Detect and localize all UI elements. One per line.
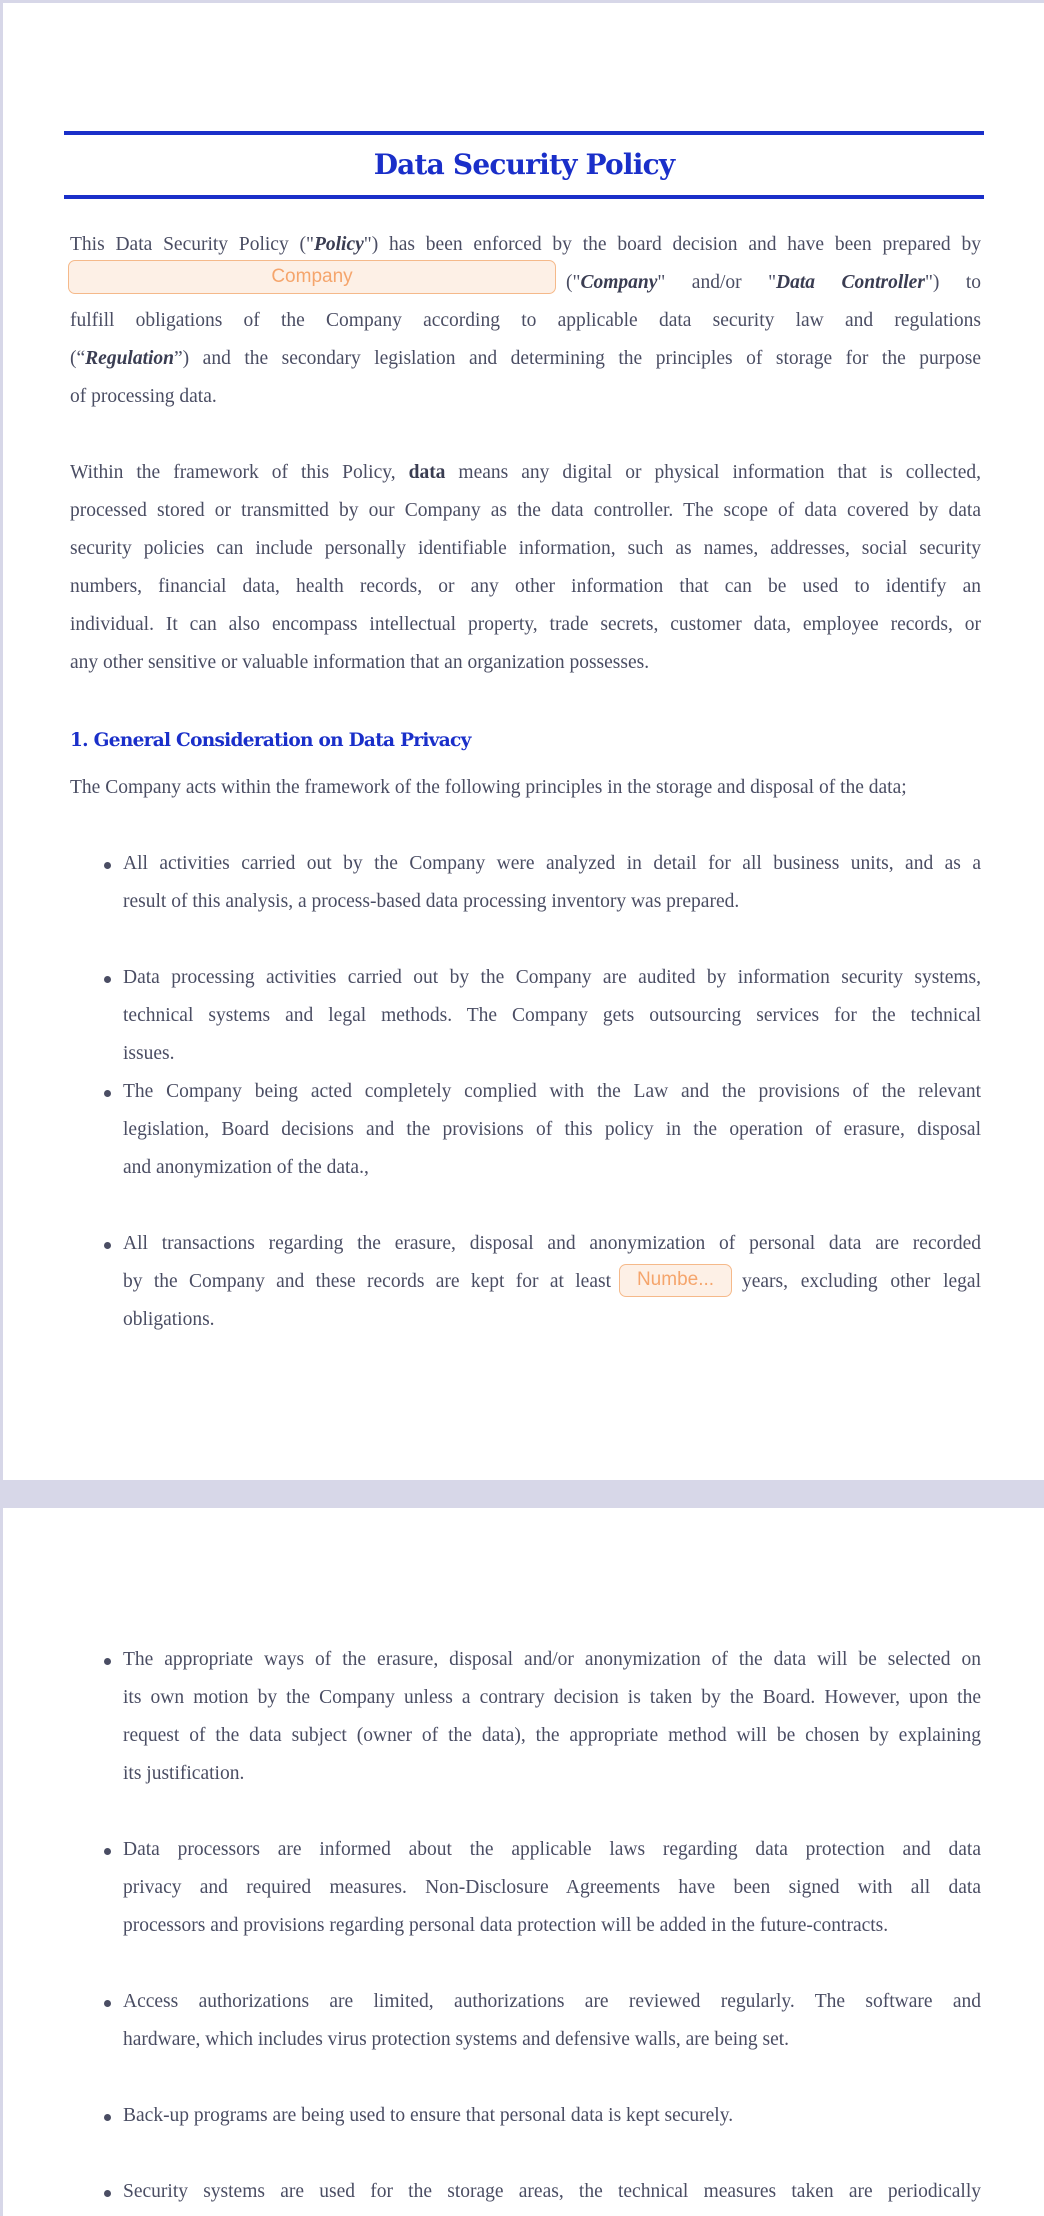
title-rule-bottom [64, 195, 984, 199]
bullet-4-line-3: obligations. [123, 1309, 215, 1330]
bullet-6-line-3: processors and provisions regarding personal data protection will be added in the future-contracts. [123, 1915, 889, 1936]
bullet-4-line-1: All transactions regarding the erasure, disposal and anonymization of personal data are recorded [123, 1233, 981, 1254]
text: means any digital or physical information that is collected, [445, 462, 981, 483]
bullet-5-line-2: its own motion by the Company unless a contrary decision is taken by the Board. However, upon the [123, 1687, 981, 1708]
definition-line-6: any other sensitive or valuable information that an organization possesses. [70, 652, 650, 673]
term-policy: Policy [313, 234, 364, 255]
bullet-marker [104, 1848, 111, 1855]
text: ") to [924, 272, 982, 293]
document-page-2 [3, 1508, 1044, 2216]
text: Within the framework of this Policy, [70, 462, 409, 483]
bullet-5-line-4: its justification. [123, 1763, 245, 1784]
bullet-2-line-2: technical systems and legal methods. The Company gets outsourcing services for the technical [123, 1005, 981, 1026]
definition-line-1 [70, 461, 981, 485]
bullet-marker [104, 862, 111, 869]
text: ”) and the secondary legislation and determining the principles of storage for the purpose [174, 348, 981, 369]
term-data: data [408, 462, 446, 483]
bullet-3-line-1: The Company being acted completely complied with the Law and the provisions of the relevant [123, 1081, 981, 1102]
title-rule-top [64, 131, 984, 135]
bullet-2-line-1: Data processing activities carried out by the Company are audited by information security systems, [123, 967, 981, 988]
definition-line-3: security policies can include personally identifiable information, such as names, addresses, social security [70, 538, 981, 559]
bullet-marker [104, 976, 111, 983]
term-company: Company [580, 272, 658, 293]
intro-line-4 [70, 347, 981, 371]
retention-years-field[interactable]: Numbe... [619, 1264, 732, 1297]
bullet-7-line-2: hardware, which includes virus protection systems and defensive walls, are being set. [123, 2029, 790, 2050]
bullet-2-line-3: issues. [123, 1043, 175, 1064]
intro-line-5: of processing data. [70, 386, 217, 407]
bullet-3-line-3: and anonymization of the data., [123, 1157, 369, 1178]
document-page-1 [3, 3, 1044, 1480]
bullet-9-line-1: Security systems are used for the storage areas, the technical measures taken are periodically [123, 2181, 981, 2202]
bullet-marker [104, 2190, 111, 2197]
bullet-marker [104, 1090, 111, 1097]
text: This Data Security Policy (" [70, 234, 314, 255]
bullet-5-line-3: request of the data subject (owner of the data), the appropriate method will be chosen by explaining [123, 1725, 981, 1746]
term-data-controller: Data Controller [776, 272, 925, 293]
bullet-6-line-2: privacy and required measures. Non-Disclosure Agreements have been signed with all data [123, 1877, 981, 1898]
intro-line-2 [566, 271, 981, 295]
bullet-3-line-2: legislation, Board decisions and the provisions of this policy in the operation of erasure, disposal [123, 1119, 981, 1140]
term-regulation: Regulation [85, 348, 175, 369]
bullet-marker [104, 1658, 111, 1665]
bullet-6-line-1: Data processors are informed about the applicable laws regarding data protection and data [123, 1839, 981, 1860]
bullet-8-line-1: Back-up programs are being used to ensure that personal data is kept securely. [123, 2105, 734, 2126]
company-name-field[interactable]: Company [68, 260, 556, 294]
text: (" [566, 272, 581, 293]
text: " and/or " [657, 272, 777, 293]
bullet-marker [104, 2114, 111, 2121]
section-1-lead: The Company acts within the framework of the following principles in the storage and disposal of the data; [70, 777, 907, 798]
section-1-heading: 1. General Consideration on Data Privacy [70, 730, 471, 751]
document-title: Data Security Policy [373, 148, 675, 181]
definition-line-5: individual. It can also encompass intellectual property, trade secrets, customer data, employee records, or [70, 614, 981, 635]
bullet-marker [104, 2000, 111, 2007]
intro-line-3: fulfill obligations of the Company according to applicable data security law and regulations [70, 310, 981, 331]
bullet-marker [104, 1242, 111, 1249]
bullet-4-line-2a: by the Company and these records are kept for at least [123, 1271, 611, 1292]
bullet-1-line-2: result of this analysis, a process-based data processing inventory was prepared. [123, 891, 740, 912]
definition-line-4: numbers, financial data, health records, or any other information that can be used to identify an [70, 576, 981, 597]
definition-line-2: processed stored or transmitted by our Company as the data controller. The scope of data covered by data [70, 500, 981, 521]
bullet-4-line-2b: years, excluding other legal [742, 1271, 981, 1292]
bullet-1-line-1: All activities carried out by the Company were analyzed in detail for all business units, and as a [123, 853, 981, 874]
bullet-7-line-1: Access authorizations are limited, authorizations are reviewed regularly. The software and [123, 1991, 981, 2012]
bullet-5-line-1: The appropriate ways of the erasure, disposal and/or anonymization of the data will be selected on [123, 1649, 981, 1670]
text: (“ [70, 348, 86, 369]
intro-line-1 [70, 233, 981, 257]
text: ") has been enforced by the board decision and have been prepared by [363, 234, 981, 255]
